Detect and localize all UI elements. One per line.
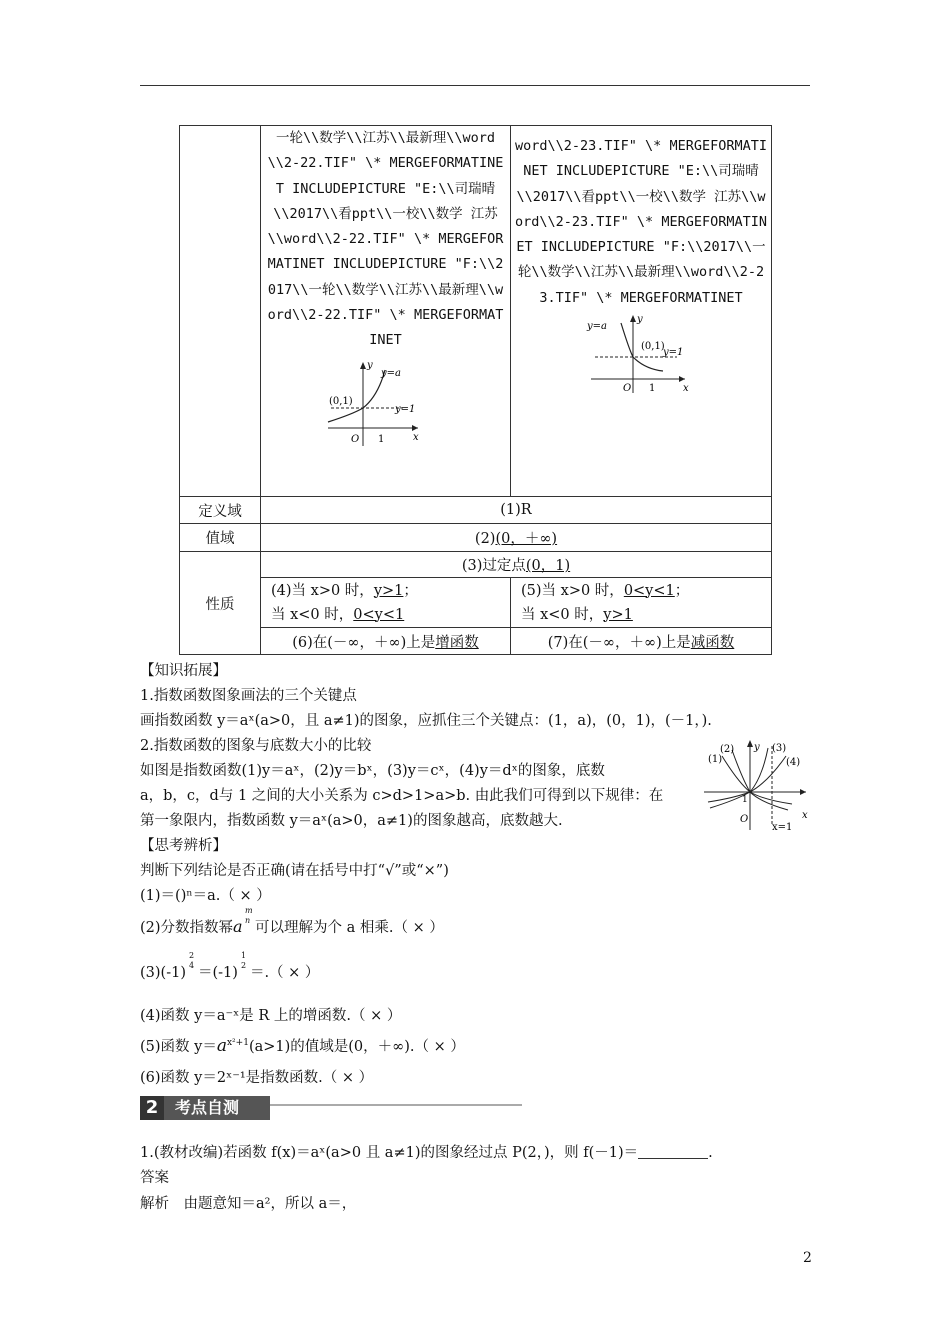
think-q3-a: (3) bbox=[140, 965, 161, 981]
y-axis-label: y bbox=[754, 742, 760, 753]
x-eq-one-label: x=1 bbox=[772, 822, 793, 833]
left-field-code: 一轮\\数学\\江苏\\最新理\\word\\2-22.TIF" \* MERGEFORMATINET INCLUDEPICTURE "E:\\司瑞晴\\2017\\看ppt\\一校\\数学 江苏\\word\\2-22.TIF" \* MERGEFORMATINET INCLUDEPICTURE "F:\\2017\\一轮\\数学\\江苏\\最新理\\word\\2-22.TIF" \* MERGEFORMATINET bbox=[267, 130, 504, 349]
left-graph-cell bbox=[261, 126, 511, 497]
q3-base-1: (-1) bbox=[160, 965, 186, 981]
think-q1: (1)＝()ⁿ＝a.（ × ） bbox=[140, 888, 271, 904]
think-intro: 判断下列结论是否正确(请在括号中打“√”或“×”) bbox=[140, 863, 449, 879]
page-number: 2 bbox=[803, 1250, 812, 1266]
think-q5-b: (a>1)的值域是(0，＋∞).（ × ） bbox=[248, 1039, 465, 1055]
power-numerator: m bbox=[245, 906, 253, 915]
decreasing-exp-graph bbox=[585, 313, 695, 395]
tick-one-label: 1 bbox=[742, 795, 748, 805]
q5-base: a bbox=[216, 1036, 227, 1056]
property-4-a-value: y>1 bbox=[373, 582, 404, 599]
property-6-value: 增函数 bbox=[435, 634, 479, 651]
line-label: y=1 bbox=[395, 403, 416, 415]
q3-exp-2 bbox=[238, 951, 250, 977]
ext-item1-text: 画指数函数 y＝aˣ(a>0，且 a≠1)的图象，应抓住三个关键点：(1，a)，(0，1)，(－1，). bbox=[140, 713, 712, 729]
origin-label: O bbox=[623, 383, 632, 395]
property-5-b-value: y>1 bbox=[603, 606, 633, 623]
increasing-exp-graph bbox=[323, 360, 423, 450]
answer-blank bbox=[638, 1144, 708, 1159]
think-q2 bbox=[140, 906, 444, 937]
tick-one-label: 1 bbox=[649, 383, 656, 395]
property-4-b: 当 x<0 时， bbox=[271, 606, 354, 623]
think-heading: 【思考辨析】 bbox=[140, 838, 227, 854]
think-q3-b: ＝.（ × ） bbox=[249, 965, 320, 981]
ext-item2-line2: a，b，c，d与 1 之间的大小关系为 c>d>1>a>b. 由此我们可得到以下规律：在 bbox=[140, 788, 664, 804]
power-base: a bbox=[233, 917, 243, 936]
curve-1-label: (1) bbox=[708, 754, 723, 765]
ext-item2-line3: 第一象限内，指数函数 y＝aˣ(a>0，a≠1)的图象越高，底数越大. bbox=[140, 813, 563, 829]
ext-item2-title: 2.指数函数的图象与底数大小的比较 bbox=[140, 738, 372, 754]
tick-one-label: 1 bbox=[378, 433, 385, 445]
fixed-point-cell bbox=[261, 552, 772, 578]
curve-2-label: (2) bbox=[720, 744, 735, 755]
right-field-code: word\\2-23.TIF" \* MERGEFORMATINET INCLUDEPICTURE "E:\\司瑞晴\\2017\\看ppt\\一校\\数学 江苏\\word\\2-23.TIF" \* MERGEFORMATINET INCLUDEPICTURE "F:\\2017\\一轮\\数学\\江苏\\最新理\\word\\2-23.TIF" \* MERGEFORMATINET bbox=[515, 138, 767, 306]
property-7-cell bbox=[511, 628, 772, 655]
think-q2-a: (2)分数指数幂 bbox=[140, 920, 234, 936]
curve-4-label: (4) bbox=[786, 757, 801, 768]
q5-exp: x²+1 bbox=[226, 1038, 249, 1048]
think-q6: (6)函数 y＝2ˣ⁻¹是指数函数.（ × ） bbox=[140, 1070, 374, 1086]
domain-value: (1)R bbox=[261, 497, 772, 524]
section-number: 2 bbox=[140, 1096, 164, 1120]
think-q2-b: 可以理解为个 a 相乘.（ × ） bbox=[255, 920, 444, 936]
think-q5 bbox=[140, 1035, 465, 1056]
ext-item1-title: 1.指数函数图象画法的三个关键点 bbox=[140, 688, 357, 704]
x-axis-label: x bbox=[683, 383, 689, 395]
property-5-a: (5)当 x>0 时， bbox=[521, 582, 624, 599]
y-axis-label: y bbox=[637, 314, 643, 326]
ext-heading: 【知识拓展】 bbox=[140, 663, 227, 679]
q3-exp-2-num: 1 bbox=[240, 951, 247, 960]
section-rule bbox=[270, 1104, 522, 1106]
answer-label: 答案 bbox=[140, 1170, 169, 1186]
fixed-point-prefix: (3)过定点 bbox=[461, 558, 526, 574]
property-5-b: 当 x<0 时， bbox=[521, 606, 604, 623]
property-4-b-value: 0<y<1 bbox=[353, 606, 405, 623]
property-7-value: 减函数 bbox=[690, 634, 735, 651]
range-label: 值域 bbox=[180, 524, 261, 552]
exponential-function-table bbox=[179, 125, 772, 655]
x-axis-label: x bbox=[413, 431, 419, 443]
ext-item2-line1: 如图是指数函数(1)y＝aˣ，(2)y＝bˣ，(3)y＝cˣ，(4)y＝dˣ的图象，底数 bbox=[140, 763, 605, 779]
analysis-text: 解析 由题意知＝a²，所以 a＝， bbox=[140, 1196, 357, 1212]
exercise-q1-text: 1.(教材改编)若函数 f(x)＝aˣ(a>0 且 a≠1)的图象经过点 P(2，)，则 f(－1)＝ bbox=[140, 1145, 639, 1161]
point-label: (0,1) bbox=[329, 395, 353, 407]
curve-3-label: (3) bbox=[772, 743, 787, 754]
exercise-q1 bbox=[140, 1141, 713, 1162]
q3-eq: ＝ bbox=[198, 965, 213, 981]
q3-base-2: (-1) bbox=[212, 965, 238, 981]
line-label: y=1 bbox=[663, 347, 684, 359]
exercise-q1-end: . bbox=[708, 1145, 713, 1161]
fixed-point-value: (0，1) bbox=[525, 558, 571, 574]
curve-label: y=a bbox=[587, 321, 607, 333]
range-value: (0，＋∞) bbox=[495, 531, 558, 547]
point-label: (0,1) bbox=[641, 341, 665, 353]
origin-label: O bbox=[351, 433, 360, 445]
property-7-text: (7)在(－∞，＋∞)上是 bbox=[547, 634, 691, 651]
power-denominator: n bbox=[245, 916, 251, 925]
y-axis-label: y bbox=[367, 359, 373, 371]
q3-exp-2-den: 2 bbox=[240, 961, 247, 970]
base-comparison-figure bbox=[702, 738, 812, 834]
header-rule bbox=[140, 85, 810, 86]
think-q4: (4)函数 y＝a⁻ˣ是 R 上的增函数.（ × ） bbox=[140, 1008, 402, 1024]
domain-label: 定义域 bbox=[180, 497, 261, 524]
q3-exp-1 bbox=[186, 951, 198, 977]
think-q5-a: (5)函数 y＝ bbox=[140, 1039, 217, 1055]
q3-exp-1-num: 2 bbox=[189, 951, 195, 960]
property-6-text: (6)在(－∞，＋∞)上是 bbox=[292, 634, 436, 651]
q3-exp-1-den: 4 bbox=[189, 961, 195, 970]
frac-power bbox=[233, 906, 255, 936]
properties-label: 性质 bbox=[180, 552, 261, 655]
x-axis-label: x bbox=[802, 810, 808, 821]
right-graph-cell bbox=[511, 126, 772, 497]
property-4-a: (4)当 x>0 时， bbox=[271, 582, 374, 599]
property-6-cell bbox=[261, 628, 511, 655]
property-5-cell: (5)当 x>0 时，0<y<1； 当 x<0 时，y>1 bbox=[511, 578, 772, 628]
range-cell bbox=[261, 524, 772, 552]
origin-label: O bbox=[740, 814, 749, 825]
think-q3 bbox=[140, 951, 320, 982]
graph-row-label bbox=[180, 126, 261, 497]
section-title: 考点自测 bbox=[175, 1098, 240, 1117]
range-prefix: (2) bbox=[474, 531, 496, 547]
curve-label: y=a bbox=[381, 367, 401, 379]
property-4-cell: (4)当 x>0 时，y>1； 当 x<0 时，0<y<1 bbox=[261, 578, 511, 628]
property-5-a-value: 0<y<1 bbox=[623, 582, 675, 599]
